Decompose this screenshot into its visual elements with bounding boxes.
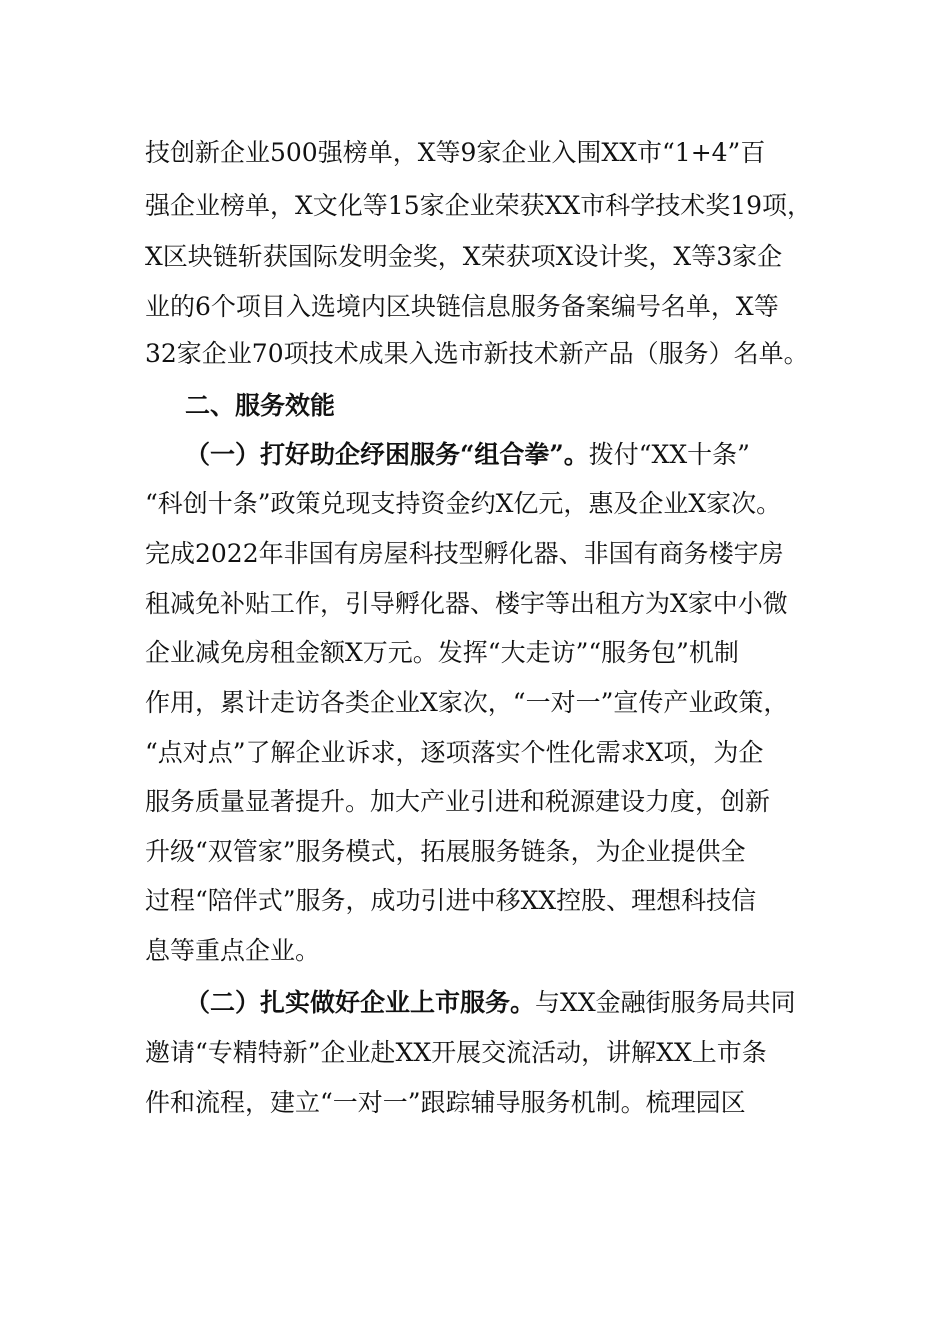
- paragraph-text: 拨付“XX十条”: [588, 440, 750, 469]
- text-line: 业的6个项目入选境内区块链信息服务备案编号名单，X等: [145, 292, 779, 321]
- text-line: 服务质量显著提升。加大产业引进和税源建设力度，创新: [145, 787, 771, 816]
- text-line: 完成2022年非国有房屋科技型孵化器、非国有商务楼宇房: [145, 539, 784, 568]
- text-line: 企业减免房租金额X万元。发挥“大走访”“服务包”机制: [145, 638, 739, 667]
- text-line: 邀请“专精特新”企业赴XX开展交流活动，讲解XX上市条: [145, 1038, 767, 1067]
- text-line: 租减免补贴工作，引导孵化器、楼宇等出租方为X家中小微: [145, 589, 788, 618]
- paragraph-text: 与XX金融街服务局共同: [535, 988, 796, 1017]
- paragraph-heading: （二）扎实做好企业上市服务。: [185, 988, 536, 1017]
- text-line: “科创十条”政策兑现支持资金约X亿元，惠及企业X家次。: [145, 489, 782, 518]
- text-line: 过程“陪伴式”服务，成功引进中移XX控股、理想科技信: [145, 886, 757, 915]
- section-heading: 二、服务效能: [185, 391, 336, 420]
- text-line: 升级“双管家”服务模式，拓展服务链条，为企业提供全: [145, 837, 746, 866]
- text-line: 息等重点企业。: [145, 936, 321, 965]
- paragraph-heading: （一）打好助企纾困服务“组合拳”。: [185, 440, 589, 469]
- text-line: 强企业榜单，X文化等15家企业荣获XX市科学技术奖19项，: [145, 191, 813, 220]
- text-line: 作用，累计走访各类企业X家次，“一对一”宣传产业政策，: [145, 688, 789, 717]
- text-line: 32家企业70项技术成果入选市新技术新产品（服务）名单。: [145, 339, 809, 368]
- text-line: “点对点”了解企业诉求，逐项落实个性化需求X项，为企: [145, 738, 764, 767]
- paragraph-first-line: [185, 439, 750, 471]
- text-line: 技创新企业500强榜单，X等9家企业入围XX市“1+4”百: [145, 138, 766, 167]
- text-line: 件和流程，建立“一对一”跟踪辅导服务机制。梳理园区: [145, 1088, 746, 1117]
- paragraph-first-line: [185, 987, 796, 1019]
- text-line: X区块链斩获国际发明金奖，X荣获项X设计奖，X等3家企: [145, 242, 783, 271]
